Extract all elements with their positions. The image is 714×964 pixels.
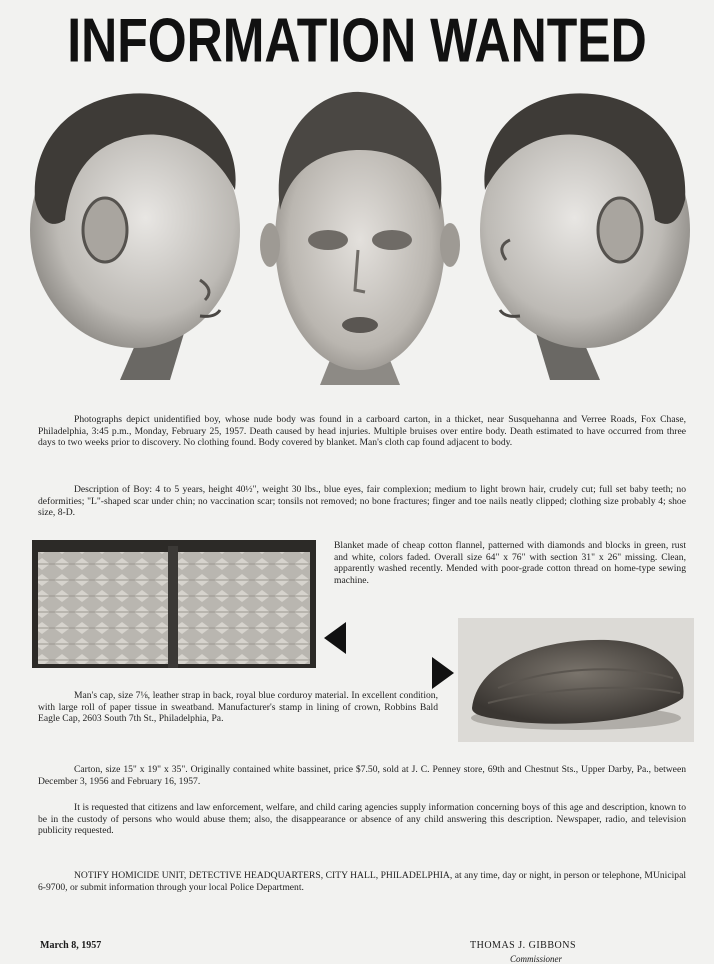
poster-title: INFORMATION WANTED	[67, 5, 647, 76]
photo-front-face	[260, 80, 460, 390]
signature-name: THOMAS J. GIBBONS	[470, 940, 577, 951]
cap-photo	[458, 618, 694, 742]
request-paragraph: It is requested that citizens and law enforcement, welfare, and child caring agencies supply information concerning boys of this age and description, known to be in the custody of persons who would abuse them; also, the disappearance or absence of any child answering this description. Newspaper, radio, and television publicity requested.	[38, 802, 686, 837]
blanket-photo	[32, 540, 316, 668]
poster-date: March 8, 1957	[40, 940, 102, 951]
carton-paragraph: Carton, size 15" x 19" x 35". Originally contained white bassinet, price $7.50, sold at J. C. Penney store, 69th and Chestnut Sts., Upper Darby, Pa., between December 3, 1956 and February 16, 1957.	[38, 764, 686, 787]
photographs-paragraph: Photographs depict unidentified boy, whose nude body was found in a carboard carton, in a thicket, near Susquehanna and Verree Roads, Fox Chase, Philadelphia, 3:45 p.m., Monday, February 25, 1957. Death caused by head injuries. Multiple bruises over entire body. Death estimated to have occurred from three days to two weeks prior to discovery. No clothing found. Body covered by blanket. Man's cloth cap found adjacent to body.	[38, 414, 686, 449]
cap-paragraph: Man's cap, size 7⅛, leather strap in back, royal blue corduroy material. In excellent condition, with large roll of paper tissue in sweatband. Manufacturer's stamp in lining of crown, Robbins Bald Eagle Cap, 2603 South 7th St., Philadelphia, Pa.	[38, 690, 438, 725]
signature-title: Commissioner	[510, 954, 563, 964]
notify-paragraph: NOTIFY HOMICIDE UNIT, DETECTIVE HEADQUARTERS, CITY HALL, PHILADELPHIA, at any time, day or night, in person or telephone, MUnicipal 6-9700, or submit information through your local Police Department.	[38, 870, 686, 893]
photo-right-profile	[470, 80, 710, 390]
arrow-left-icon	[322, 620, 348, 656]
description-paragraph: Description of Boy: 4 to 5 years, height 40½", weight 30 lbs., blue eyes, fair complexion; medium to light brown hair, crudely cut; full set baby teeth; no deformities; "L"-shaped scar under chin; no vaccination scar; tonsils not removed; no bone fractures; finger and toe nails neatly clipped; clothing size probably 4; shoe size, 8-D.	[38, 484, 686, 519]
blanket-paragraph: Blanket made of cheap cotton flannel, patterned with diamonds and blocks in green, rust and white, colors faded. Overall size 64" x 76" with section 31" x 26" missing. Clean, apparently washed recently. Mended with poor-grade cotton thread on home-type sewing machine.	[334, 540, 686, 586]
arrow-right-icon	[430, 655, 456, 691]
photo-left-profile	[10, 80, 250, 390]
